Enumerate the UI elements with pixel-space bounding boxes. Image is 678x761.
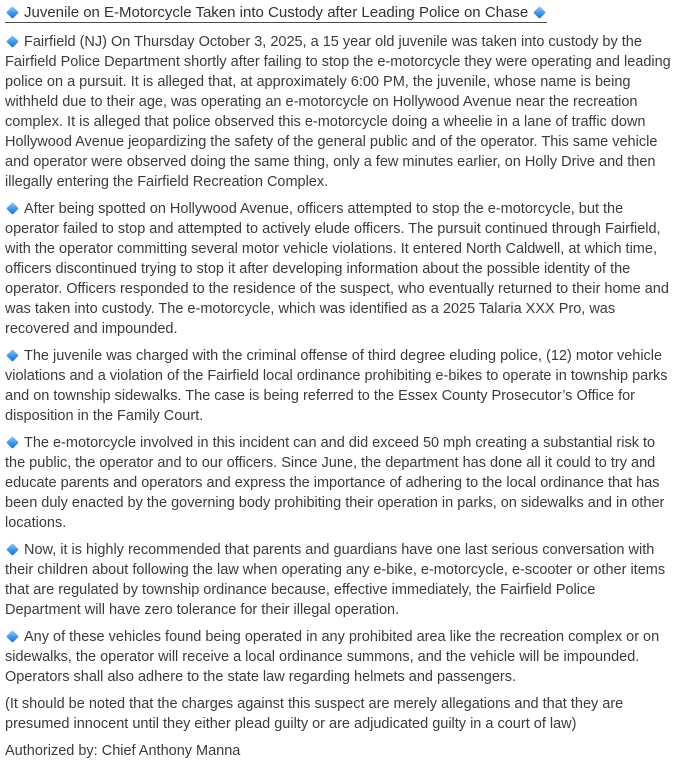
paragraph-text: Fairfield (NJ) On Thursday October 3, 2025, a 15 year old juvenile was taken into custody by the Fairfield Police Department shortly after failing to stop the e-motorcycle they were operating and leading police on a pursuit. It is alleged that, at approximately 6:00 PM, the juvenile, whose name is being withheld due to their age, was operating an e-motorcycle on Hollywood Avenue near the recreation complex. It is alleged that police observed this e-motorcycle doing a wheelie in a lane of traffic down Hollywood Avenue jeopardizing the safety of the general public and of the operator. This same vehicle and operator were observed doing the same thing, only a few minutes earlier, on Holly Drive and then illegally entering the Fairfield Recreation Complex. — [5, 34, 671, 190]
blue-diamond-icon — [6, 6, 19, 19]
authorized-by-line — [5, 741, 672, 761]
blue-diamond-icon — [6, 35, 19, 48]
paragraph-text: Now, it is highly recommended that parents and guardians have one last serious conversation with their children about following the law when operating any e-bike, e-motorcycle, e-scooter or other items that are regulated by township ordinance because, effective immediately, the Fairfield Police Department will have zero tolerance for their illegal operation. — [5, 542, 666, 618]
blue-diamond-icon — [6, 436, 19, 449]
page-title-text: Juvenile on E-Motorcycle Taken into Custody after Leading Police on Chase — [24, 4, 529, 21]
paragraph-charges — [5, 346, 672, 426]
paragraph-text: The e-motorcycle involved in this incident can and did exceed 50 mph creating a substantial risk to the public, the operator and to our officers. Since June, the department has done all it could to try and educate parents and operators and express the importance of adhering to the local ordinance that has been duly enacted by the governing body prohibiting their operation in parks, on sidewalks and in other locations. — [5, 435, 665, 531]
disclaimer-note — [5, 694, 672, 734]
paragraph-enforcement — [5, 627, 672, 687]
blue-diamond-icon — [6, 543, 19, 556]
authorized-by-text: Authorized by: Chief Anthony Manna — [5, 743, 241, 759]
paragraph-text: Any of these vehicles found being operated in any prohibited area like the recreation complex or on sidewalks, the operator will receive a local ordinance summons, and the vehicle will be impounded. Operators shall also adhere to the state law regarding helmets and passengers. — [5, 629, 660, 685]
paragraph-text: The juvenile was charged with the criminal offense of third degree eluding police, (12) motor vehicle violations and a violation of the Fairfield local ordinance prohibiting e-bikes to operate in township parks and on township sidewalks. The case is being referred to the Essex County Prosecutor’s Office for disposition in the Family Court. — [5, 348, 668, 424]
paragraph-pursuit — [5, 199, 672, 339]
blue-diamond-icon — [6, 349, 19, 362]
blue-diamond-icon — [6, 630, 19, 643]
paragraph-incident — [5, 32, 672, 192]
blue-diamond-icon — [6, 202, 19, 215]
paragraph-speed-risk — [5, 433, 672, 533]
page-title — [5, 3, 672, 23]
blue-diamond-icon — [533, 6, 546, 19]
paragraph-recommendation — [5, 540, 672, 620]
paragraph-text: After being spotted on Hollywood Avenue, officers attempted to stop the e-motorcycle, but the operator failed to stop and attempted to actively elude officers. The pursuit continued through Fairfield, with the operator committing several motor vehicle violations. It entered North Caldwell, at which time, officers discontinued trying to stop it after developing information about the possible identity of the operator. Officers responded to the residence of the suspect, who eventually returned to their home and was taken into custody. The e-motorcycle, which was identified as a 2025 Talaria XXX Pro, was recovered and impounded. — [5, 201, 669, 337]
page-title-underlined — [5, 4, 547, 23]
disclaimer-text: (It should be noted that the charges against this suspect are merely allegations and that they are presumed innocent until they either plead guilty or are adjudicated guilty in a court of law) — [5, 696, 624, 732]
